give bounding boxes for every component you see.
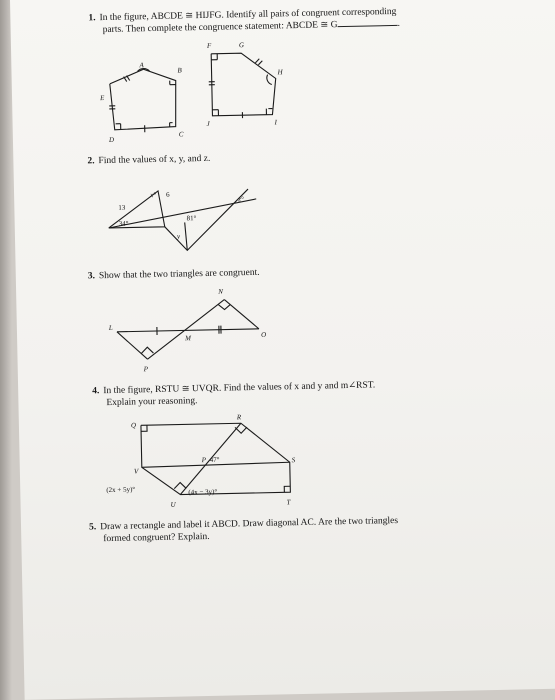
label-d: D: [108, 135, 115, 144]
question-1-line-2: parts. Then complete the congruence statement: ABCDE ≅ G: [102, 20, 338, 36]
label-81-deg: 81°: [186, 214, 197, 223]
label-c: C: [178, 130, 184, 139]
label-47-deg: 47°: [209, 455, 220, 464]
label-s: S: [291, 456, 296, 465]
question-1-line-1: In the figure, ABCDE ≅ HIJFG. Identify all pairs of congruent corresponding: [99, 6, 397, 24]
label-4x-3y: (4x − 3y)°: [188, 487, 218, 497]
question-5-line-2: formed congruent? Explain.: [103, 531, 210, 545]
question-5: [89, 515, 398, 545]
label-i: I: [274, 118, 278, 127]
label-f: F: [206, 41, 212, 50]
label-z: z°: [238, 195, 244, 204]
label-p: P: [143, 365, 149, 374]
question-2-text: Find the values of x, y, and z.: [98, 153, 211, 167]
question-number: 2.: [87, 156, 95, 167]
label-h: H: [277, 68, 283, 77]
label-t: T: [286, 498, 291, 507]
question-4-line-2: Explain your reasoning.: [106, 396, 198, 409]
question-number: 1.: [88, 13, 96, 24]
label-6: 6: [166, 190, 170, 199]
label-p: P: [201, 455, 207, 465]
question-number: 4.: [92, 386, 100, 397]
label-m: M: [185, 334, 192, 343]
label-b: B: [177, 66, 182, 75]
question-3-text: Show that the two triangles are congruent.: [98, 267, 260, 282]
label-2x-5y: (2x + 5y)°: [106, 485, 136, 495]
label-a: A: [139, 61, 144, 70]
label-r: R: [236, 413, 242, 422]
label-q: Q: [130, 421, 137, 430]
pentagon-hijfg: [211, 52, 276, 115]
label-e: E: [99, 94, 105, 103]
label-u: U: [170, 500, 176, 509]
label-34-deg: 34°: [118, 219, 129, 228]
label-j: J: [206, 119, 210, 128]
worksheet-page: [10, 0, 555, 700]
question-1: 1. In the figure, ABCDE ≅ HIJFG. Identify all pairs of congruent corresponding parts. Then complete the congruence statement: ABCDE ≅ G .: [88, 6, 401, 36]
label-y: y: [176, 232, 181, 241]
pentagon-abcde: [109, 69, 176, 130]
question-3: [88, 267, 260, 283]
pentagon-figures: [99, 38, 301, 152]
question-number: 5.: [88, 522, 97, 533]
triangles-figure: [106, 177, 268, 260]
question-5-line-1: Draw a rectangle and label it ABCD. Draw diagonal AC. Are the two triangles: [100, 515, 399, 533]
bowtie-triangles-figure: [106, 286, 278, 375]
label-o: O: [260, 330, 267, 339]
label-13: 13: [118, 203, 126, 212]
label-g: G: [238, 41, 245, 50]
label-l: L: [108, 323, 113, 333]
segment-lo: [117, 329, 259, 332]
question-2: [87, 153, 210, 168]
answer-blank: [338, 25, 398, 27]
label-n: N: [218, 287, 223, 296]
question-4-line-1: In the figure, RSTU ≅ UVQR. Find the values of x and y and m∠RST.: [103, 380, 376, 397]
rectangle-figure: [105, 412, 307, 511]
question-number: 3.: [87, 271, 96, 282]
label-x: x°: [150, 190, 157, 200]
right-triangle: [164, 189, 249, 251]
label-v: V: [133, 467, 139, 476]
question-4: [92, 379, 376, 409]
page-edge-shadow: [0, 0, 12, 700]
